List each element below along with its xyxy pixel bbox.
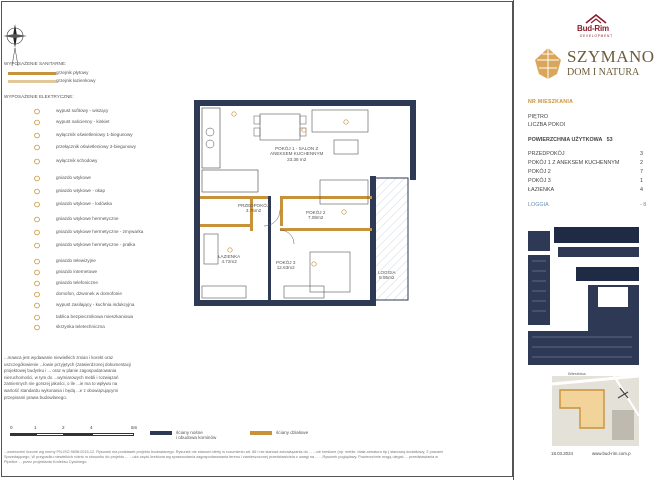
legend-electric-title: WYPOSAŻENIE ELEKTRYCZNE: — [4, 94, 74, 99]
scale-segment — [64, 433, 92, 436]
legend-row — [8, 280, 98, 287]
legend-row — [8, 108, 108, 115]
usable-area-label: POWIERZCHNIA UŻYTKOWA — [528, 137, 603, 143]
apartment-number-label: NR MIESZKANIA — [528, 99, 574, 105]
loggia-area — [374, 178, 408, 300]
legend-label: wypust sufitowy - wiszący — [56, 108, 109, 114]
room-label-living: POKÓJ 1 - SALON Z ANEKSEM KUCHENNYM 23.38 m2 — [270, 146, 324, 162]
info-panel — [514, 0, 655, 480]
legend-row — [8, 132, 133, 139]
room-row-label: PRZEDPOKÓJ — [528, 151, 565, 157]
legend-row — [8, 324, 105, 331]
socket-sealed-icon — [32, 216, 42, 223]
room-label-room2: POKÓJ 2 7.08m2 — [306, 210, 326, 221]
legend-row — [8, 229, 143, 236]
wall-outlet-icon — [32, 119, 42, 126]
legend-row — [8, 291, 122, 298]
legend-label: wyłącznik schodowy — [56, 158, 98, 164]
phone-socket-icon — [32, 280, 42, 287]
legend-row — [8, 70, 88, 77]
legend-sanitary-title: WYPOSAŻENIE SANITARNE: — [4, 61, 67, 66]
scale-segment — [10, 433, 36, 436]
legend-row — [8, 78, 96, 85]
scale-segment — [36, 433, 64, 436]
legend-label: gniazdo wtykowe — [56, 175, 91, 181]
project-subtitle: DOM I NATURA — [567, 67, 640, 78]
legend-row — [8, 302, 134, 309]
legend-label: domofon, dzwonek w domofonie — [56, 291, 122, 297]
room-label-loggia: LOGGIA 8.95m2 — [378, 270, 396, 281]
legend-label: grzejnik płytowy — [56, 70, 89, 76]
room-row-value: 1 — [640, 178, 643, 184]
bath-radiator-swatch — [8, 80, 56, 83]
internet-socket-icon — [32, 269, 42, 276]
tv-socket-icon — [32, 258, 42, 265]
legend-label: gniazdo wtykowe - lodówka — [56, 201, 112, 207]
socket-washer-icon — [32, 242, 42, 249]
legend-row — [8, 242, 135, 249]
legend-label: tablica bezpiecznikowa mieszkaniowa — [56, 314, 134, 320]
switch-1-icon — [32, 132, 42, 139]
key-label: ściany działowe — [276, 430, 309, 435]
legend-label: grzejnik łazienkowy — [56, 78, 96, 84]
scale-tick: 1 — [34, 425, 37, 430]
legend-label: gniazdo telefoniczne — [56, 280, 98, 286]
key-bearing-walls — [150, 430, 216, 440]
date-label: 18.03.2024 — [551, 451, 573, 456]
room-row-value: 7 — [640, 169, 643, 175]
room-row-value: 2 — [640, 160, 643, 166]
key-label: ściany nośne i obudowa kominów — [176, 430, 217, 440]
radiator-swatch — [8, 72, 56, 75]
disclaimer-text: ...mawca jest wydawanie niewielkich zmian i korekt oraz uszczegółowienie ...łowie przyjętych (zatwierdzonej dokumentacji projektowej budynku i ... oraz w planie zagospodarowania nieruchomości, w tym do ...wymiarowych mebli i rozwiązań zamiennych nie gorszej jakości, o ile ...ie ma to wpływu na wartość standardu wykonania i będą ...e z obowiązującymi przepisami prawa budowlanego. — [4, 355, 131, 400]
room-row — [528, 160, 643, 166]
legend-row — [8, 175, 91, 182]
bearing-wall-swatch — [150, 431, 172, 435]
website-label: www.bud-rim.com.p — [592, 451, 631, 456]
legend-row — [8, 119, 109, 126]
room-row-label: POKÓJ 3 — [528, 178, 551, 184]
usable-area-value: 53 — [606, 137, 613, 143]
socket-dishwasher-icon — [32, 229, 42, 236]
project-title: SZYMANO — [567, 47, 655, 66]
ceiling-outlet-icon — [32, 108, 42, 115]
brand-sub: DEVELOPMENT — [580, 34, 613, 38]
room-row-label: POKÓJ 1 Z ANEKSEM KUCHENNYM — [528, 160, 620, 166]
intercom-icon — [32, 291, 42, 298]
room-row — [528, 187, 643, 193]
legend-row — [8, 314, 133, 321]
legend-label: gniazdo internetowe — [56, 269, 98, 275]
loggia-label: LOGGIA — [528, 202, 549, 208]
legend-row — [8, 216, 119, 223]
legend-row — [8, 269, 97, 276]
room-row-value: 3 — [640, 151, 643, 157]
aerial-map — [552, 376, 639, 446]
legend-label: wypust zasilający - kuchnia indukcyjna — [56, 302, 135, 308]
brand-name: Bud-Rim — [577, 24, 609, 33]
legend-label: gniazdo wtykowe - okap — [56, 188, 106, 194]
floor-plan — [194, 100, 416, 310]
scale-tick: 4 — [90, 425, 93, 430]
legend-row — [8, 258, 96, 265]
partition-wall-swatch — [250, 431, 272, 435]
legend-label: wypust naścienny - kinkiet — [56, 119, 110, 125]
room-label-hall: PRZEDPOKÓJ 3.75m2 — [238, 203, 270, 214]
apartment-highlight — [598, 287, 628, 307]
induction-outlet-icon — [32, 302, 42, 309]
room-row-label: ŁAZIENKA — [528, 187, 555, 193]
fuse-board-icon — [32, 314, 42, 321]
floor-label: PIĘTRO — [528, 114, 549, 120]
scale-bar — [10, 425, 140, 443]
legend-row — [8, 158, 97, 165]
footnote-text: ...owierzchni liczone wg normy PN-ISO 9836:2015-12. Rysunek ma podstawie projektu budowlanego. Rysunek nie stanowi oferty w rozumieniu art. 66 i nie stanowi zobowiązania do ... ...cie kreślone (np. meble, biała armatura itp.) stanowią dodatkowy, Z pracami Sprzedającego. W przypadku niewielkich różnic w stosunku do projektu ... ...uża część kreślona wg sprawozdania zagospodarowania terenu i zamieszczonej przedstawiciela z uwagi na ... ...Rysunek poglądowy. Powierzchnie mogą ulegać ... przedstawiania w Pipeline ... przez projektanta Kodeksu Cywilnego. — [4, 450, 444, 464]
legend-row — [8, 188, 105, 195]
key-partition-walls — [250, 430, 308, 435]
legend-label: skrzynka teletechniczna — [56, 324, 105, 330]
room-row — [528, 151, 643, 157]
telecom-box-icon — [32, 324, 42, 331]
legend-label: gniazdo wtykowe hermetyczne - zmywarka — [56, 229, 144, 235]
usable-area-row — [528, 137, 613, 143]
stair-switch-icon — [32, 158, 42, 165]
scale-tick: 5m — [131, 425, 138, 430]
scale-tick: 2 — [62, 425, 65, 430]
legend-row — [8, 201, 112, 208]
legend-label: przełącznik oświetleniowy 2-biegunowy — [56, 144, 136, 150]
socket-icon — [32, 175, 42, 182]
pinecone-logo-icon — [533, 46, 563, 80]
room-label-room3: POKÓJ 3 12.63m2 — [276, 260, 296, 271]
legend-label: gniazdo wtykowe hermetyczne — [56, 216, 119, 222]
loggia-row — [528, 202, 647, 208]
room-row — [528, 169, 643, 175]
room-row — [528, 178, 643, 184]
switch-2-icon — [32, 144, 42, 151]
legend-row — [8, 144, 136, 151]
legend-label: gniazdo telewizyjne — [56, 258, 96, 264]
room-row-label: POKÓJ 2 — [528, 169, 551, 175]
scale-tick: 0 — [10, 425, 13, 430]
street-label: Wierzbica — [568, 371, 586, 376]
room-label-bathroom: ŁAZIENKA 4.72m2 — [218, 254, 241, 265]
rooms-count-label: LICZBA POKOI — [528, 122, 566, 128]
loggia-value: - 8 — [640, 202, 647, 208]
socket-hood-icon — [32, 188, 42, 195]
building-key-plan — [528, 227, 639, 377]
scale-segment — [92, 433, 134, 436]
legend-label: wyłącznik oświetleniowy 1-biegunowy — [56, 132, 133, 138]
room-row-value: 4 — [640, 187, 643, 193]
legend-label: gniazdo wtykowe hermetyczne - pralka — [56, 242, 136, 248]
compass-icon — [2, 22, 28, 66]
socket-fridge-icon — [32, 201, 42, 208]
